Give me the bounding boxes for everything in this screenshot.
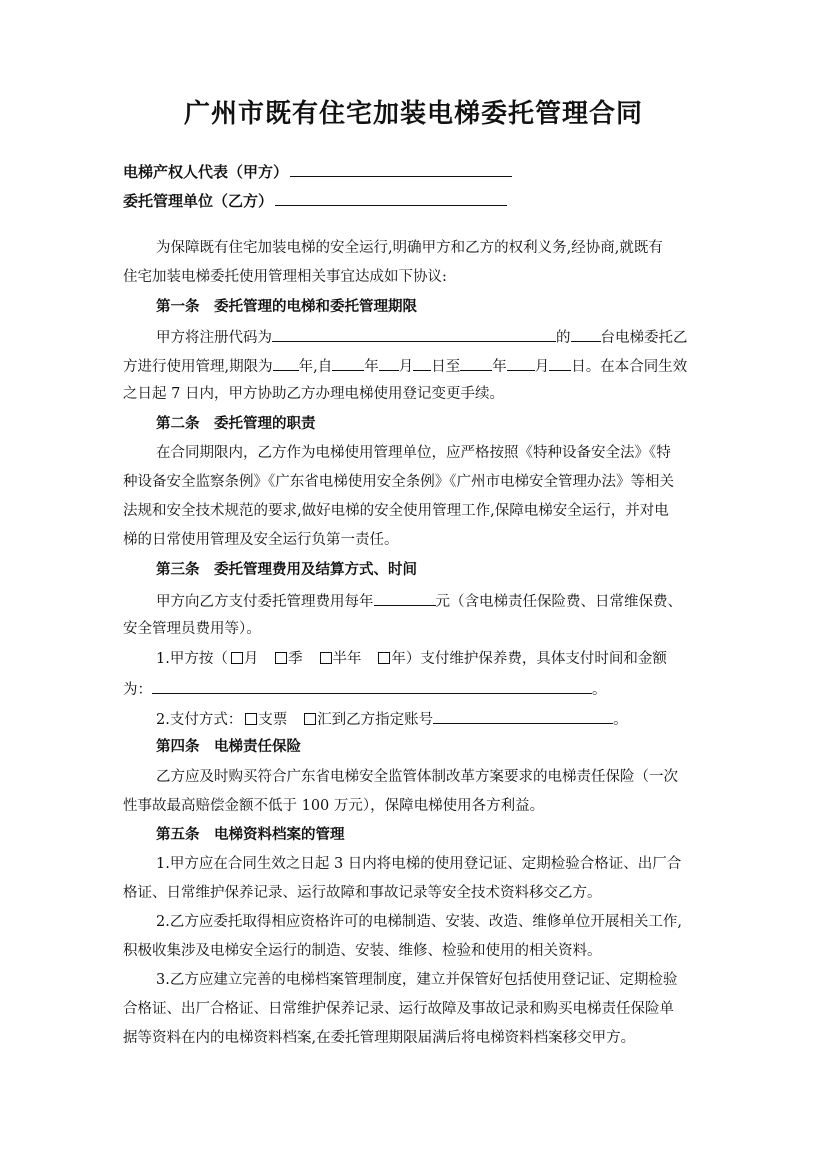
end-year-blank[interactable] — [460, 355, 492, 371]
article-5-line: 据等资料在内的电梯资料档案,在委托管理期限届满后将电梯资料档案移交甲方。 — [123, 1030, 636, 1046]
article-1-line: 之日起 7 日内，甲方协助乙方办理电梯使用登记变更手续。 — [123, 386, 504, 402]
article-3-line — [156, 649, 667, 669]
article-3-line — [156, 708, 628, 730]
party-b-blank[interactable] — [275, 189, 507, 206]
option-label: 汇到乙方指定账号 — [317, 712, 434, 728]
document-title: 广州市既有住宅加装电梯委托管理合同 — [183, 99, 643, 129]
article-5-line: 1.甲方应在合同生效之日起 3 日内将电梯的使用登记证、定期检验合格证、出厂合 — [156, 856, 682, 872]
text: 台电梯委托乙 — [600, 330, 688, 346]
article-5-heading: 第五条 电梯资料档案的管理 — [156, 827, 345, 843]
article-4-line: 性事故最高赔偿金额不低于 100 万元），保障电梯使用各方利益。 — [123, 798, 545, 814]
text: 日至 — [431, 359, 461, 375]
intro-line: 住宅加装电梯委托使用管理相关事宜达成如下协议: — [123, 269, 447, 285]
text: 。 — [592, 682, 607, 698]
text: 元（含电梯责任保险费、日常维保费、 — [435, 594, 682, 610]
article-5-line: 3.乙方应建立完善的电梯档案管理制度，建立并保管好包括使用登记证、定期检验 — [156, 972, 678, 988]
payment-time-amount-blank[interactable] — [152, 678, 592, 694]
article-5-line: 积极收集涉及电梯安全运行的制造、安装、维修、检验和使用的相关资料。 — [123, 943, 602, 959]
article-5-line: 2.乙方应委托取得相应资格许可的电梯制造、安装、改造、维修单位开展相关工作, — [156, 914, 682, 930]
party-b-line — [123, 189, 507, 211]
option-label: 支票 — [258, 712, 288, 728]
article-3-line: 安全管理员费用等）。 — [123, 621, 261, 637]
party-a-label: 电梯产权人代表（甲方） — [123, 163, 289, 181]
start-year-blank[interactable] — [332, 355, 364, 371]
party-a-line — [123, 160, 512, 182]
intro-line: 为保障既有住宅加装电梯的安全运行,明确甲方和乙方的权利义务,经协商,就既有 — [156, 240, 663, 256]
article-2-line: 在合同期限内，乙方作为电梯使用管理单位，应严格按照《特种设备安全法》《特 — [156, 445, 671, 461]
text: 1.甲方按（ — [156, 651, 228, 667]
checkbox-cheque[interactable] — [245, 713, 257, 725]
article-5-line: 合格证、出厂合格证、日常维护保养记录、运行故障及事故记录和购买电梯责任保险单 — [123, 1001, 674, 1017]
text: 甲方将注册代码为 — [156, 330, 272, 346]
end-day-blank[interactable] — [549, 355, 571, 371]
text: 的 — [556, 330, 571, 346]
article-2-heading: 第二条 委托管理的职责 — [156, 416, 316, 432]
text: 。 — [613, 712, 628, 728]
article-5-line: 格证、日常维护保养记录、运行故障和事故记录等安全技术资料移交乙方。 — [123, 885, 602, 901]
term-years-blank[interactable] — [273, 355, 299, 371]
article-4-heading: 第四条 电梯责任保险 — [156, 739, 301, 755]
option-label: 季 — [288, 651, 303, 667]
text: 年,自 — [298, 359, 333, 375]
start-day-blank[interactable] — [413, 355, 431, 371]
checkbox-transfer[interactable] — [304, 713, 316, 725]
article-1-line — [156, 326, 688, 348]
text: ）支付维护保养费，具体支付时间和金额 — [405, 651, 667, 667]
article-2-line: 法规和安全技术规范的要求,做好电梯的安全使用管理工作,保障电梯安全运行，并对电 — [123, 503, 669, 519]
article-4-line: 乙方应及时购买符合广东省电梯安全监管体制改革方案要求的电梯责任保险（一次 — [156, 769, 678, 785]
account-number-blank[interactable] — [433, 708, 613, 724]
party-a-blank[interactable] — [290, 160, 512, 177]
party-b-label: 委托管理单位（乙方） — [123, 192, 274, 210]
article-1-heading: 第一条 委托管理的电梯和委托管理期限 — [156, 299, 417, 315]
text: 方进行使用管理,期限为 — [123, 359, 273, 375]
text: 月 — [534, 359, 550, 375]
article-2-line: 梯的日常使用管理及安全运行负第一责任。 — [123, 532, 399, 548]
checkbox-quarter[interactable] — [275, 652, 287, 664]
end-month-blank[interactable] — [507, 355, 535, 371]
registration-code-blank[interactable] — [272, 326, 556, 342]
article-3-heading: 第三条 委托管理费用及结算方式、时间 — [156, 562, 417, 578]
text: 甲方向乙方支付委托管理费用每年 — [156, 594, 374, 610]
checkbox-half-year[interactable] — [320, 652, 332, 664]
article-3-line — [123, 678, 607, 700]
text: 2.支付方式： — [156, 712, 243, 728]
option-label: 半年 — [332, 651, 362, 667]
option-label: 年 — [391, 651, 406, 667]
article-2-line: 种设备安全监察条例》《广东省电梯使用安全条例》《广州市电梯安全管理办法》等相关 — [123, 474, 674, 490]
checkbox-year[interactable] — [378, 652, 390, 664]
option-label: 月 — [243, 651, 259, 667]
text: 月 — [398, 359, 414, 375]
article-3-line — [156, 590, 682, 612]
text: 日。在本合同生效 — [571, 359, 688, 375]
start-month-blank[interactable] — [379, 355, 399, 371]
annual-fee-blank[interactable] — [374, 590, 436, 606]
article-1-line — [123, 355, 687, 377]
checkbox-month[interactable] — [231, 652, 243, 664]
text: 年 — [364, 359, 379, 375]
text: 年 — [492, 359, 507, 375]
text: 为： — [123, 682, 152, 698]
elevator-count-blank[interactable] — [571, 326, 601, 342]
